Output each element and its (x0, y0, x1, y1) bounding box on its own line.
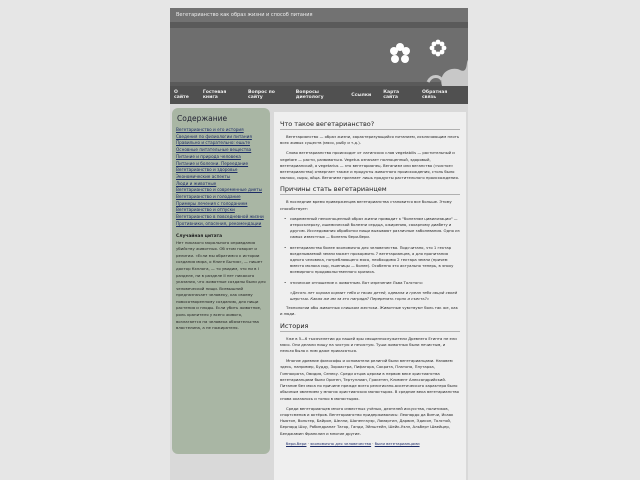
paragraph: Технологии обы животных слишком жестоки. Животные чувствуют боль так же, как и люди. (280, 305, 458, 317)
paragraph: Многие древние философы и основатели религий были вегетарианцами. Назовем здесь, например, Будду, Зороастра, Пифагора, Сократа, Платона, Плутарха, Гиппократа, Овидия, Сенеку. Среди отцов церкви в первом веке христианства вегетарианцами были Ориген, Тертуллиан, Гракетен, Климент Александрийский. Питание без мяса по причине прежде всего религиозно-аскетического характера было обычным явлением у многих христианских монастырях. В средние века вегетарианство снова оказалось и тонко в монастырях. (280, 358, 459, 401)
list-item: • этическое отношение к животным. Вот изречение Льва Толстого: (284, 280, 460, 286)
nav-sitemap[interactable]: Карта сайта (383, 90, 400, 100)
nav-about[interactable]: О сайте (174, 90, 189, 100)
flower-decoration-icon (170, 22, 468, 86)
paragraph: Вегетарианство — образ жизни, характеризующийся питанием, исключающим плоть всех живых существ (мясо, рыбу и т.д.). (280, 134, 460, 146)
header-banner (170, 22, 468, 86)
random-quote-title: Случайная цитата (176, 233, 223, 239)
reasons-list (284, 216, 460, 286)
main-navigation (170, 86, 468, 104)
inline-links: бери-бери · экономично для человечества · были вегетарианцами (286, 440, 420, 446)
section-heading-reasons: Причины стать вегетарианцем (280, 185, 460, 195)
tolstoy-quote: «Десять лет корова кормит тебя и твоих детей, одевала и грела тебя овцой своей шерстью. Какая же им за это награда? Перерезать горло и съесть?» (290, 289, 458, 302)
sidebar-link[interactable]: Питание и природа человека (176, 153, 241, 159)
sidebar-link[interactable]: Вегетарианство и здоровье (176, 167, 238, 173)
nav-links[interactable]: Ссылки (351, 92, 372, 98)
sidebar-link[interactable]: Люди и животные (176, 180, 217, 186)
paragraph: Слово вегетарианство происходит от латинских слов vegetabilis — растительный и vegetare — расти, развиваться. Vegetus означает полноценный, здоровый, вегетарианский, а vegetarius — это вегетарианец. Веганизм или веганство («чистое» вегетарианство) отвергает также и продукты животного происхождения, столь было молоко, сыры, яйца. Веганизм признает лишь продукты растительного происхождения. (280, 150, 460, 181)
sidebar-link[interactable]: Питание и болезни. Переедание (176, 160, 249, 166)
section-heading-what-is: Что такое вегетарианство? (280, 120, 460, 130)
sidebar-link[interactable]: Вегетарианство и голодание (176, 194, 241, 200)
content-area (170, 104, 468, 480)
sidebar-heading: Содержание (177, 114, 228, 123)
site-title: Вегетарианство как образ жизни и способ питания (176, 12, 313, 18)
site-title-bar (170, 8, 468, 22)
nav-site-question[interactable]: Вопрос по сайту (248, 90, 275, 100)
section-heading-history: История (280, 322, 460, 332)
sidebar-link[interactable]: Основные питательные вещества (176, 147, 252, 153)
nav-feedback[interactable]: Обратная связь (421, 90, 448, 100)
sidebar-link[interactable]: Вегетарианство в повседневной жизни (176, 214, 264, 220)
sidebar-link[interactable]: Противники, опасения, рекомендации (176, 220, 262, 226)
link-beriberi[interactable]: бери-бери (286, 440, 307, 446)
sidebar-link[interactable]: Вегетарианство и современные диеты (176, 187, 262, 193)
sidebar-link[interactable]: Экономические аспекты (176, 173, 231, 179)
list-item: • современный неполноценный образ жизни приводит к "болезням цивилизации" — атеросклерозу, ишемической болезни сердца, ожирению, сахарному диабету и другим. Исследования обработки пищи вызывают различные заболевания. Одно из самых известных — болезнь бери-бери. (284, 216, 460, 241)
list-item: • вегетарианство более экономично для человечества. Подсчитано, что 1 гектар возделываемой земли может прокормить 7 вегетарианцев, а для пропитания одного человека, потребляющего мясо, необходимо 2 гектара земли (причем вместо молока сыр, пшеницы — более). Особенно это актуально теперь, в эпоху всемирного продовольственного кризиса. (284, 245, 460, 276)
link-philosophers[interactable]: были вегетарианцами (374, 440, 420, 446)
sidebar-link[interactable]: Примеры лечения с голоданием (176, 200, 248, 206)
sidebar (172, 108, 270, 454)
paragraph: Среди вегетарианцев много известных учёных, деятелей искусства, политиков, спортсменов и актёров. Вегетарианство придерживались: Леонардо да Винчи, Исаак Ньютон, Вольтер, Байрон, Шелли, Шопенгауэр, Ламартин, Дарвин, Эдисон, Толстой, Бернард Шоу, Рабиндранат Тагор, Ганди, Эйнштейн, Шейк-Уэлл, Альберт Швейцер, Бенджамин Франклин и многие другие. (280, 405, 454, 436)
paragraph: Уже в 5—6 тысячелетии до нашей эры священнослужители Древнего Египта не ели мясо. Они делали пищу на чистую и нечистую. Туши животных были нечистым, и нельзя было к ним даже прикасаться. (280, 335, 457, 354)
nav-guestbook[interactable]: Гостевая книга (202, 90, 227, 100)
page-wrapper (170, 8, 468, 480)
random-quote-text: Нет никакого морального оправдания убийству животных. Об этом говорят и религии. «Если мы обратимся к истории создания мира, о Книге Бытия», — пишет доктор Кэллога, — то увидим, что ни в I разделе, ни в разделе II нет никакого указания, что животные созданы были для человеческой пищи. Всевышний предназначает человеку, как своему новосотворенному созданию, для пищи растения и плоды. Если убить животное, роль хранителя у всего живого, возлагается на человека обязательства властелина, а не пожирателя. (176, 239, 266, 331)
sidebar-link[interactable]: Сведения по физиологии питания (176, 133, 252, 139)
sidebar-link[interactable]: Правильно и старательно: ешьте (176, 140, 251, 146)
sidebar-link[interactable]: Вегетарианство и отпуски (176, 207, 235, 213)
main-article (274, 112, 466, 480)
paragraph: В последние время приверженцев вегетарианства становится все больше. Этому способствует: (280, 199, 452, 211)
link-economic[interactable]: экономично для человечества (310, 440, 372, 446)
sidebar-link[interactable]: Вегетарианство и его история (176, 127, 244, 132)
nav-dietitian-questions[interactable]: Вопросы диетологу (295, 90, 324, 100)
